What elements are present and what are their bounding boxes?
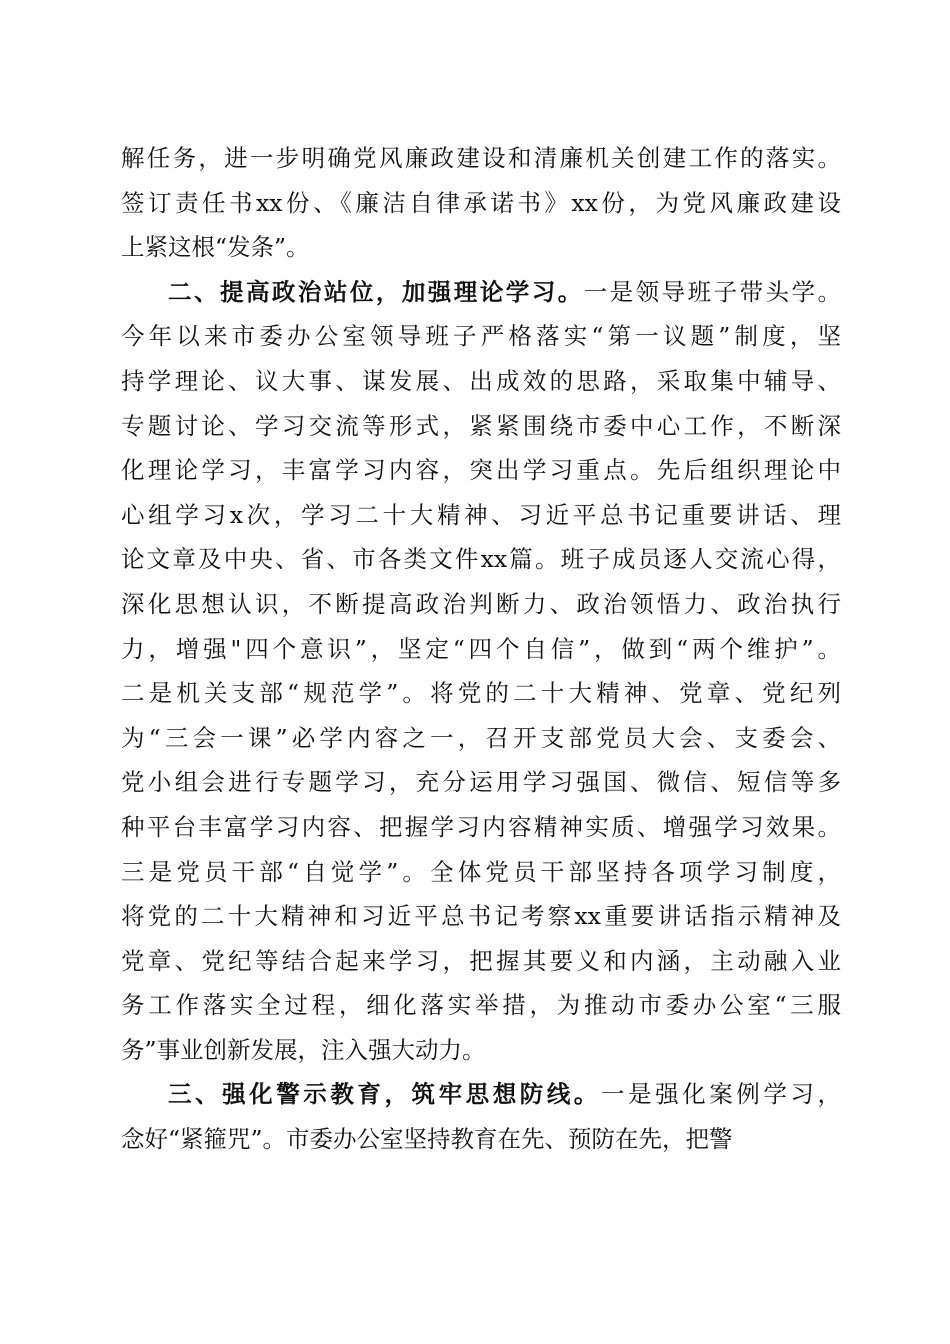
text-line: 解任务，进一步明确党风廉政建设和清廉机关创建工作的落实。 bbox=[121, 144, 841, 172]
section-2-heading: 二、提高政治站位，加强理论学习。 bbox=[168, 277, 584, 306]
text-line: 党小组会进行专题学习，充分运用学习强国、微信、短信等多 bbox=[121, 768, 841, 797]
text-line: 力，增强"四个意识”，坚定“四个自信”，做到“两个维护”。 bbox=[121, 634, 841, 663]
section-3-lead: 一是强化案例学习， bbox=[601, 1080, 841, 1109]
text-line: 二是机关支部“规范学”。将党的二十大精神、党章、党纪列 bbox=[121, 679, 841, 708]
text-line: 论文章及中央、省、市各类文件xx篇。班子成员逐人交流心得， bbox=[121, 545, 841, 574]
text-line: 三是党员干部“自觉学”。全体党员干部坚持各项学习制度， bbox=[121, 857, 841, 886]
text-line: 种平台丰富学习内容、把握学习内容精神实质、增强学习效果。 bbox=[121, 812, 841, 841]
text-line: 专题讨论、学习交流等形式，紧紧围绕市委中心工作，不断深 bbox=[121, 411, 841, 440]
text-line: 务工作落实全过程，细化落实举措，为推动市委办公室“三服 bbox=[121, 991, 841, 1020]
text-line: 党章、党纪等结合起来学习，把握其要义和内涵，主动融入业 bbox=[121, 946, 841, 975]
section-2-lead: 一是领导班子带头学。 bbox=[583, 277, 842, 306]
document-body bbox=[121, 136, 841, 1162]
text-line: 签订责任书xx份、《廉洁自律承诺书》xx份，为党风廉政建设 bbox=[121, 188, 841, 217]
section-2-first-line bbox=[121, 270, 841, 315]
text-line: 上紧这根“发条”。 bbox=[121, 233, 310, 262]
text-line: 为“三会一课”必学内容之一，召开支部党员大会、支委会、 bbox=[121, 723, 841, 752]
text-line: 心组学习x次，学习二十大精神、习近平总书记重要讲话、理 bbox=[121, 500, 841, 529]
text-line: 今年以来市委办公室领导班子严格落实“第一议题”制度，坚 bbox=[121, 322, 841, 351]
text-line: 持学理论、议大事、谋发展、出成效的思路，采取集中辅导、 bbox=[121, 366, 841, 395]
text-line: 将党的二十大精神和习近平总书记考察xx重要讲话指示精神及 bbox=[121, 902, 841, 931]
text-line: 念好“紧箍咒”。市委办公室坚持教育在先、预防在先，把警 bbox=[121, 1125, 733, 1154]
text-line: 务”事业创新发展，注入强大动力。 bbox=[121, 1035, 486, 1064]
section-3-first-line bbox=[121, 1072, 841, 1117]
section-3-heading: 三、强化警示教育，筑牢思想防线。 bbox=[168, 1080, 601, 1109]
text-line: 深化思想认识，不断提高政治判断力、政治领悟力、政治执行 bbox=[121, 589, 841, 618]
text-line: 化理论学习，丰富学习内容，突出学习重点。先后组织理论中 bbox=[121, 456, 841, 485]
